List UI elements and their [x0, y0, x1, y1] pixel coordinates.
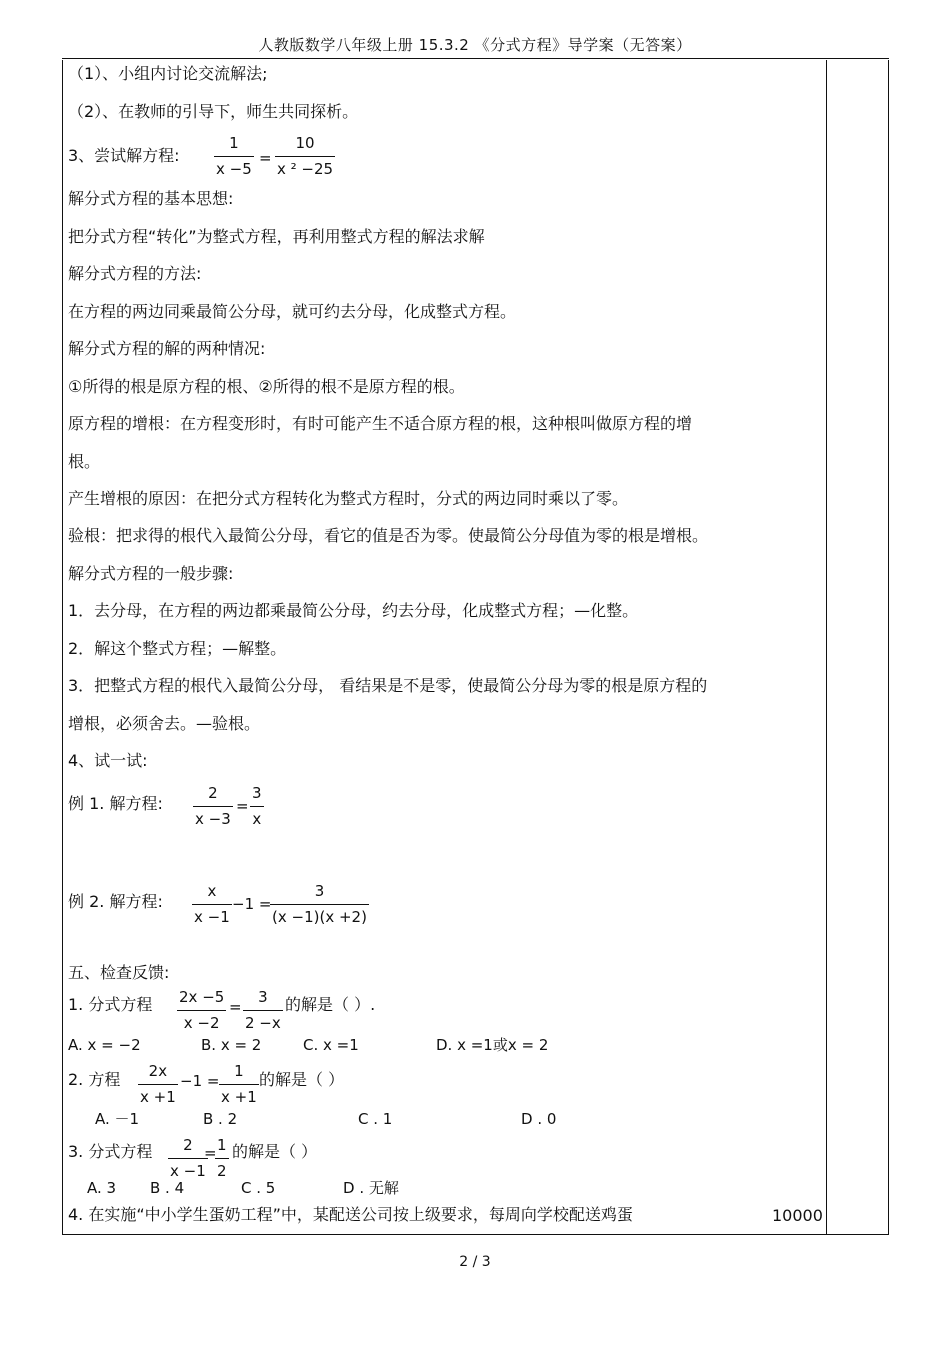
text-line: 解分式方程的方法:: [68, 264, 202, 283]
text-line: 1. 分式方程: [68, 995, 153, 1014]
numerator: 1: [234, 1062, 244, 1080]
text-line: （2）、在教师的引导下，师生共同探析。: [68, 102, 359, 121]
fraction: [219, 1064, 259, 1105]
text-line: 3．把整式方程的根代入最简公分母， 看结果是不是零，使最简公分母为零的根是原方程的: [68, 676, 708, 695]
fraction-bar: [270, 904, 369, 905]
numerator: 3: [258, 988, 268, 1006]
fraction: [168, 1138, 208, 1179]
text-line: 2．解这个整式方程；—解整。: [68, 639, 287, 658]
fraction-bar: [275, 156, 335, 157]
fraction-bar: [192, 904, 232, 905]
numerator: 3: [252, 784, 262, 802]
text-line: 验根：把求得的根代入最简公分母，看它的值是否为零。使最简公分母值为零的根是增根。: [68, 526, 709, 545]
numerator: x: [207, 882, 217, 900]
denominator: x −3: [195, 810, 231, 828]
text-line: 2. 方程: [68, 1070, 121, 1089]
text-line: 3. 分式方程: [68, 1142, 153, 1161]
page-number: 2 / 3: [459, 1254, 491, 1270]
fraction-bar: [177, 1010, 226, 1011]
text-line: 4、试一试:: [68, 751, 148, 770]
text-line: （1）、小组内讨论交流解法;: [68, 64, 268, 83]
text-line: 的解是（ ）.: [285, 995, 376, 1014]
numerator: 2x −5: [179, 988, 225, 1006]
fraction: [270, 884, 369, 925]
page-header: 人教版数学八年级上册 15.3.2 《分式方程》导学案（无答案）: [258, 36, 692, 54]
text-line: 的解是（ ）: [259, 1070, 345, 1089]
table-column-divider: [826, 60, 827, 1235]
fraction-bar: [250, 806, 264, 807]
text-line: 五、检查反馈:: [68, 963, 170, 982]
fraction-bar: [215, 1158, 229, 1159]
fraction: [215, 1138, 229, 1179]
text-line: 解分式方程的基本思想:: [68, 189, 234, 208]
text-line: 在方程的两边同乘最简公分母，就可约去分母，化成整式方程。: [68, 302, 517, 321]
fraction-bar: [168, 1158, 208, 1159]
fraction: [193, 786, 233, 827]
text-line: 3、尝试解方程:: [68, 146, 180, 165]
denominator: x −5: [216, 160, 252, 178]
fraction: [250, 786, 264, 827]
fraction-bar: [214, 156, 254, 157]
equals-sign: =: [259, 149, 272, 167]
header-rule: [62, 58, 889, 59]
minus-one-equals: −1 =: [180, 1072, 220, 1090]
denominator: x −1: [170, 1162, 206, 1180]
option-d: D . 无解: [343, 1179, 399, 1197]
option-a: A. x = −2: [68, 1036, 141, 1054]
option-a: A. 3: [87, 1179, 117, 1197]
text-line: 例 1. 解方程:: [68, 794, 163, 813]
text-line: ①所得的根是原方程的根、②所得的根不是原方程的根。: [68, 377, 465, 396]
denominator: x −2: [183, 1014, 220, 1032]
numerator: 10: [295, 134, 315, 152]
option-b: B . 2: [203, 1110, 238, 1128]
numerator: 1: [229, 134, 239, 152]
option-c: C . 1: [358, 1110, 393, 1128]
option-a: A. －1: [95, 1110, 140, 1128]
fraction: [214, 136, 254, 177]
equals-sign: =: [236, 797, 249, 815]
fraction-bar: [219, 1084, 259, 1085]
text-line: 解分式方程的一般步骤:: [68, 564, 234, 583]
fraction-bar: [193, 806, 233, 807]
option-d: D . 0: [521, 1110, 557, 1128]
text-line: 根。: [68, 452, 101, 471]
fraction: [138, 1064, 178, 1105]
denominator: x −1: [194, 908, 230, 926]
text-line: 1．去分母，在方程的两边都乘最简公分母，约去分母，化成整式方程；—化整。: [68, 601, 639, 620]
numerator: 1: [217, 1136, 227, 1154]
text-line: 增根，必须舍去。—验根。: [68, 714, 261, 733]
equals-sign: =: [204, 1144, 217, 1162]
text-line: 解分式方程的解的两种情况:: [68, 339, 266, 358]
denominator: x +1: [140, 1088, 176, 1106]
equals-sign: =: [229, 998, 242, 1016]
text-line: 原方程的增根：在方程变形时，有时可能产生不适合原方程的根，这种根叫做原方程的增: [68, 414, 693, 433]
denominator: 2: [217, 1162, 227, 1180]
option-b: B . 4: [150, 1179, 185, 1197]
text-line: 把分式方程“转化”为整式方程，再利用整式方程的解法求解: [68, 227, 485, 246]
minus-one-equals: −1 =: [232, 895, 272, 913]
numerator: 2x: [148, 1062, 168, 1080]
option-c: C . 5: [241, 1179, 276, 1197]
numerator: 3: [314, 882, 325, 900]
text-line: 例 2. 解方程:: [68, 892, 163, 911]
denominator: x ² −25: [277, 160, 334, 178]
text-line: 的解是（ ）: [232, 1142, 318, 1161]
trailing-number: 10000: [772, 1206, 823, 1225]
denominator: x: [252, 810, 262, 828]
numerator: 2: [208, 784, 218, 802]
fraction: [192, 884, 232, 925]
fraction-bar: [243, 1010, 283, 1011]
fraction: [177, 990, 226, 1031]
text-line: 4. 在实施“中小学生蛋奶工程”中，某配送公司按上级要求，每周向学校配送鸡蛋: [68, 1205, 633, 1224]
fraction: [275, 136, 335, 177]
text-line: 产生增根的原因：在把分式方程转化为整式方程时，分式的两边同时乘以了零。: [68, 489, 629, 508]
denominator: 2 −x: [245, 1014, 281, 1032]
option-d: D. x =1或x = 2: [436, 1036, 549, 1054]
denominator: (x −1)(x +2): [272, 908, 367, 926]
fraction: [243, 990, 283, 1031]
numerator: 2: [183, 1136, 193, 1154]
option-b: B. x = 2: [201, 1036, 262, 1054]
option-c: C. x =1: [303, 1036, 359, 1054]
fraction-bar: [138, 1084, 178, 1085]
denominator: x +1: [221, 1088, 257, 1106]
